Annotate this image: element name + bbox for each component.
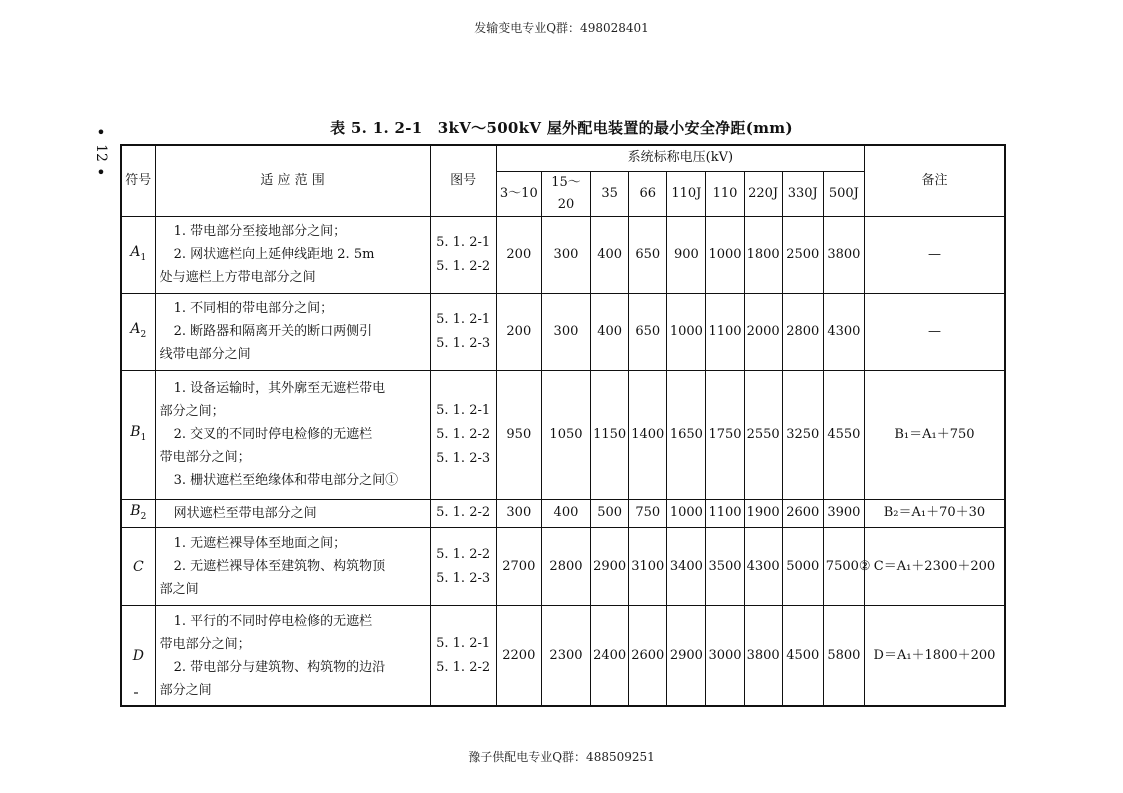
clearance-value: 2700 [496,528,541,606]
clearance-value: 900 [667,216,706,293]
clearance-value: 3400 [667,528,706,606]
clearance-value: 200 [496,216,541,293]
row-scope [155,528,430,606]
scope-line: 1. 不同相的带电部分之间； [173,301,334,316]
clearance-value: 2000 [744,293,782,370]
clearance-value: 300 [496,499,541,528]
row-symbol-subscript: 1 [140,432,147,443]
row-symbol-subscript: 1 [140,252,147,263]
figure-ref: 5. 1. 2-2 [436,426,491,442]
scope-line: 部之间 [159,582,199,598]
clearance-value: 7500② [823,528,864,606]
clearance-value: 4550 [823,370,864,499]
clearance-value: 5000 [782,528,823,606]
row-symbol [121,528,155,606]
row-scope [155,370,430,499]
row-symbol [121,370,155,499]
table-title: 表 5. 1. 2-1 3kV～500kV 屋外配电装置的最小安全净距(mm) [330,119,793,137]
clearance-value: 2600 [782,499,823,528]
page-number-value: 12 [93,144,109,162]
table-row [121,216,1005,293]
clearance-value: 1000 [667,293,706,370]
clearance-value: 2300 [541,606,590,706]
clearance-value: 2900 [667,606,706,706]
row-symbol-letter: D [132,647,144,664]
row-scope [155,499,430,528]
header-voltage-3: 66 [629,171,667,216]
row-symbol [121,499,155,528]
header-scope: 适 应 范 围 [155,145,430,216]
header-voltage-6: 220J [744,171,782,216]
clearance-value: 3800 [823,216,864,293]
header-voltage-8: 500J [823,171,864,216]
scope-line: 3. 栅状遮栏至绝缘体和带电部分之间① [173,473,399,488]
row-scope [155,216,430,293]
clearance-value: 1900 [744,499,782,528]
header-symbol: 符号 [121,145,155,216]
row-remark: B₁＝A₁＋750 [864,370,1005,499]
figure-ref: 5. 1. 2-2 [436,505,491,521]
scope-line: 1. 平行的不同时停电检修的无遮栏 [173,613,373,629]
clearance-value: 1000 [706,216,744,293]
header-voltage-1: 15～20 [541,171,590,216]
figure-ref: 5. 1. 2-1 [436,234,491,250]
scope-line: 网状遮栏至带电部分之间 [173,505,317,521]
clearance-value: 650 [629,293,667,370]
clearance-value: 2600 [629,606,667,706]
row-symbol-subscript: 2 [140,329,147,340]
figure-ref: 5. 1. 2-1 [436,311,491,327]
row-figure [430,216,496,293]
clearance-value: 3250 [782,370,823,499]
scope-line: 部分之间； [159,404,225,419]
clearance-value: 3800 [744,606,782,706]
row-figure [430,528,496,606]
clearance-value: 1400 [629,370,667,499]
figure-ref: 5. 1. 2-2 [436,659,491,675]
clearance-value: 400 [541,499,590,528]
row-scope [155,293,430,370]
scope-line: 带电部分之间； [159,636,251,652]
clearance-value: 750 [629,499,667,528]
row-figure [430,606,496,706]
header-voltage-group: 系统标称电压(kV) [496,145,864,171]
header-voltage-0: 3～10 [496,171,541,216]
clearance-value: 5800 [823,606,864,706]
clearance-value: 1000 [667,499,706,528]
clearance-value: 3500 [706,528,744,606]
page-number: • 12 • [93,123,109,182]
clearance-value: 4300 [744,528,782,606]
header-figure: 图号 [430,145,496,216]
table-row [121,606,1005,706]
clearance-value: 1650 [667,370,706,499]
page-footer-text: 豫子供配电专业Q群：488509251 [468,750,655,764]
row-symbol [121,216,155,293]
figure-ref: 5. 1. 2-2 [436,546,491,562]
table-row [121,370,1005,499]
row-remark: — [864,216,1005,293]
clearance-value: 300 [541,293,590,370]
clearance-value: 4500 [782,606,823,706]
scope-line: 线带电部分之间 [159,347,251,362]
clearance-value: 2400 [591,606,629,706]
clearance-value: 3000 [706,606,744,706]
clearance-value: 1150 [591,370,629,499]
clearance-value: 4300 [823,293,864,370]
figure-ref: 5. 1. 2-3 [436,335,491,351]
clearance-value: 2800 [782,293,823,370]
header-voltage-7: 330J [782,171,823,216]
row-remark: B₂＝A₁＋70＋30 [864,499,1005,528]
scope-line: 1. 带电部分至接地部分之间； [173,224,347,239]
clearance-value: 1100 [706,499,744,528]
clearance-value: 3900 [823,499,864,528]
header-remark: 备注 [864,145,1005,216]
table-row [121,293,1005,370]
table-row [121,499,1005,528]
scope-line: 2. 带电部分与建筑物、构筑物的边沿 [173,659,386,675]
row-remark: — [864,293,1005,370]
row-symbol-letter: B [130,502,141,519]
scope-line: 2. 网状遮栏向上延伸线距地 2. 5m [173,247,375,262]
clearance-value: 1050 [541,370,590,499]
row-remark: C＝A₁＋2300＋200 [864,528,1005,606]
clearance-value: 300 [541,216,590,293]
scope-line: 处与遮栏上方带电部分之间 [159,270,316,285]
clearance-value: 400 [591,216,629,293]
row-symbol [121,606,155,706]
clearance-value: 1100 [706,293,744,370]
scan-mark [134,692,138,694]
scope-line: 2. 交叉的不同时停电检修的无遮栏 [173,427,373,442]
page-header-text: 发输变电专业Q群：498028401 [474,21,649,35]
header-voltage-4: 110J [667,171,706,216]
clearance-value: 2800 [541,528,590,606]
figure-ref: 5. 1. 2-1 [436,635,491,651]
clearance-value: 650 [629,216,667,293]
row-remark: D＝A₁＋1800＋200 [864,606,1005,706]
scope-line: 1. 设备运输时，其外廓至无遮栏带电 [173,381,386,396]
row-symbol-subscript: 2 [140,511,147,522]
figure-ref: 5. 1. 2-3 [436,450,491,466]
row-figure [430,499,496,528]
row-symbol [121,293,155,370]
row-figure [430,370,496,499]
scope-line: 1. 无遮栏裸导体至地面之间； [173,536,347,552]
clearance-value: 200 [496,293,541,370]
scope-line: 带电部分之间； [159,450,251,465]
figure-ref: 5. 1. 2-1 [436,402,491,418]
clearance-value: 950 [496,370,541,499]
row-figure [430,293,496,370]
table-row [121,528,1005,606]
row-scope [155,606,430,706]
clearance-value: 3100 [629,528,667,606]
row-symbol-letter: C [132,558,144,575]
row-symbol-letter: B [130,423,141,440]
clearance-value: 400 [591,293,629,370]
clearance-table [120,144,1006,707]
clearance-value: 1750 [706,370,744,499]
header-voltage-2: 35 [591,171,629,216]
row-symbol-letter: A [130,320,141,337]
header-voltage-5: 110 [706,171,744,216]
clearance-value: 500 [591,499,629,528]
clearance-value: 1800 [744,216,782,293]
scope-line: 部分之间 [159,682,212,698]
figure-ref: 5. 1. 2-2 [436,258,491,274]
clearance-value: 2500 [782,216,823,293]
figure-ref: 5. 1. 2-3 [436,570,491,586]
clearance-value: 2900 [591,528,629,606]
clearance-value: 2200 [496,606,541,706]
row-symbol-letter: A [130,243,141,260]
scope-line: 2. 无遮栏裸导体至建筑物、构筑物顶 [173,559,386,575]
clearance-value: 2550 [744,370,782,499]
scope-line: 2. 断路器和隔离开关的断口两侧引 [173,324,373,339]
